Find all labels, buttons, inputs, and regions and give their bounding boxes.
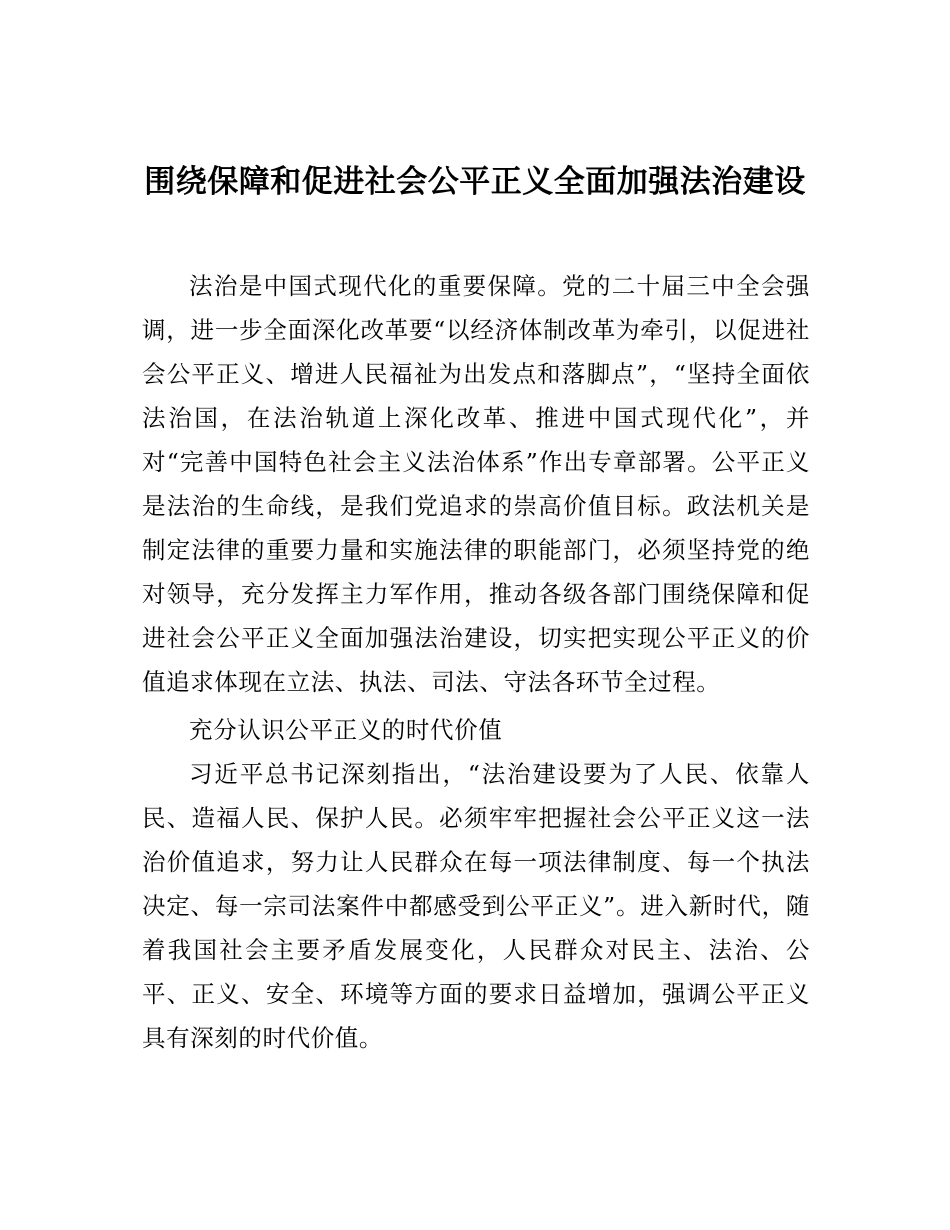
section-paragraph: 习近平总书记深刻指出，“法治建设要为了人民、依靠人民、造福人民、保护人民。必须牢牢把握社会公平正义这一法治价值追求，努力让人民群众在每一项法律制度、每一个执法决定、每一宗司法案件中都感受到公平正义”。进入新时代，随着我国社会主要矛盾发展变化，人民群众对民主、法治、公平、正义、安全、环境等方面的要求日益增加，强调公平正义具有深刻的时代价值。: [142, 760, 810, 1052]
intro-paragraph: 法治是中国式现代化的重要保障。党的二十届三中全会强调，进一步全面深化改革要“以经济体制改革为牵引，以促进社会公平正义、增进人民福祉为出发点和落脚点”，“坚持全面依法治国，在法治轨道上深化改革、推进中国式现代化”，并对“完善中国特色社会主义法治体系”作出专章部署。公平正义是法治的生命线，是我们党追求的崇高价值目标。政法机关是制定法律的重要力量和实施法律的职能部门，必须坚持党的绝对领导，充分发挥主力军作用，推动各级各部门围绕保障和促进社会公平正义全面加强法治建设，切实把实现公平正义的价值追求体现在立法、执法、司法、守法各环节全过程。: [142, 272, 810, 696]
document-title: 围绕保障和促进社会公平正义全面加强法治建设: [144, 164, 806, 200]
section-heading: 充分认识公平正义的时代价值: [189, 716, 503, 744]
